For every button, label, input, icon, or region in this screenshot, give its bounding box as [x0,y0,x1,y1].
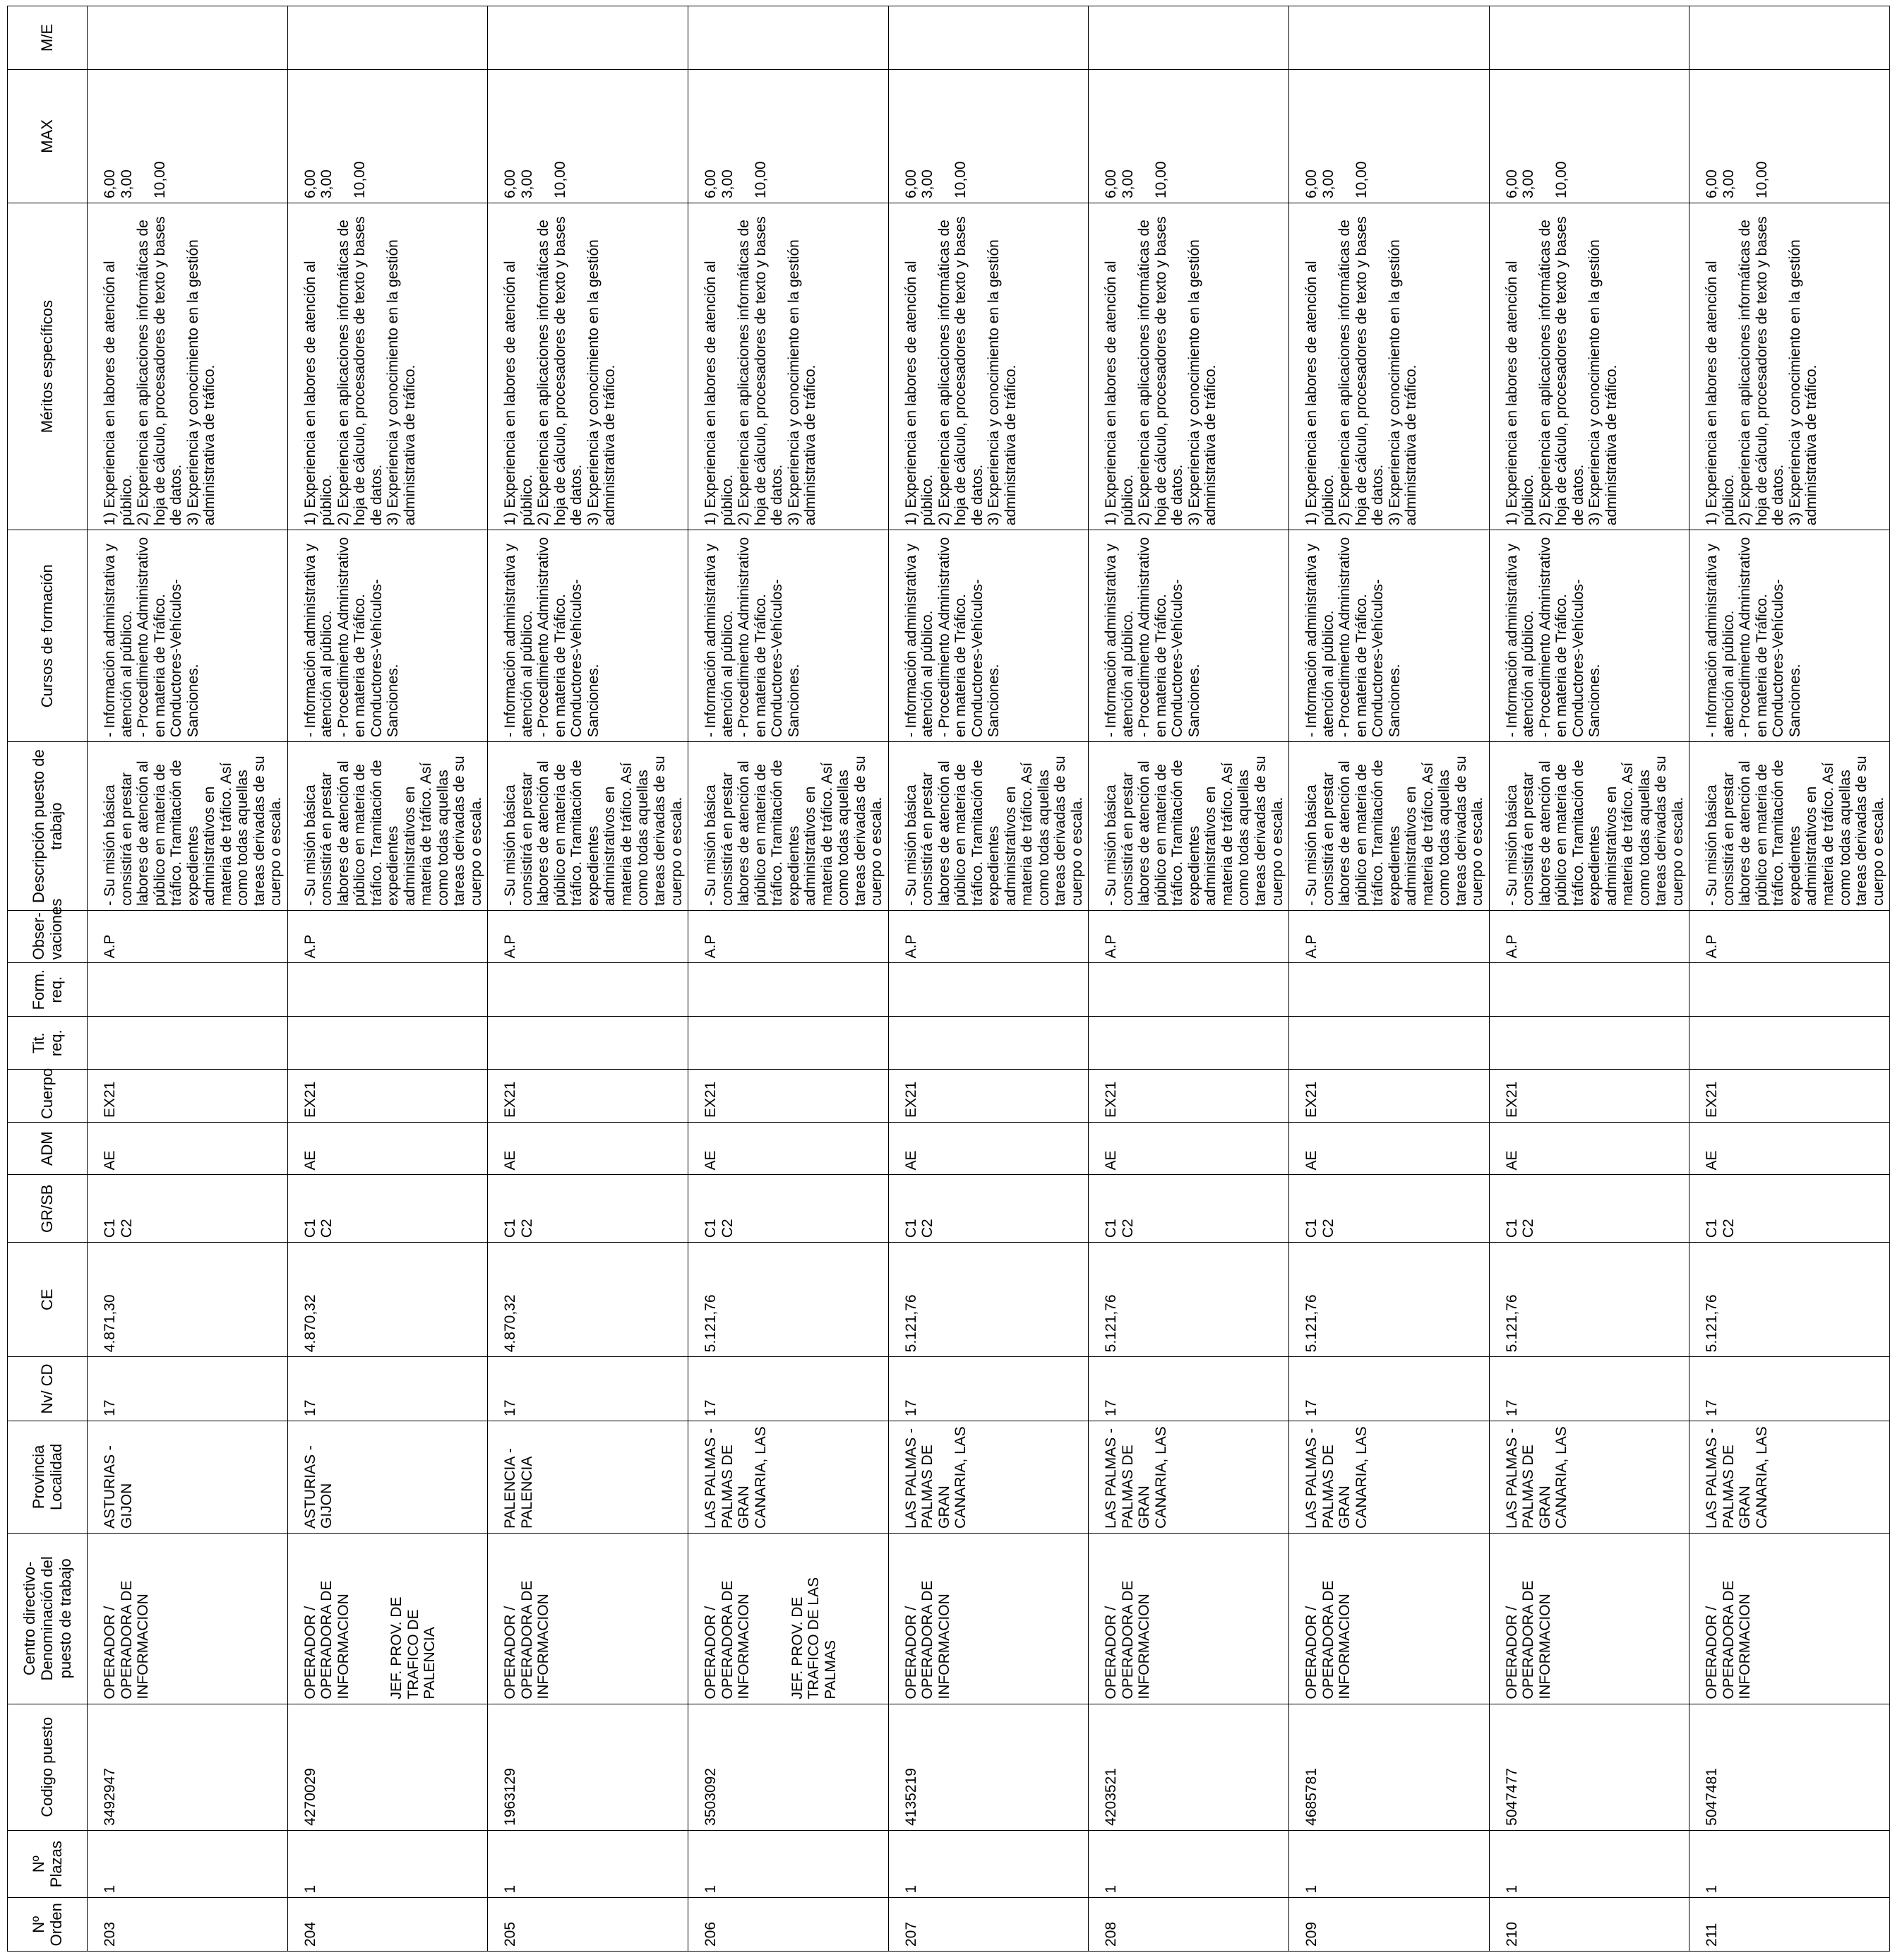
cell-ce: 5.121,76 [1289,1243,1490,1357]
cell-plazas: 1 [488,1830,688,1898]
cell-nivel: 17 [287,1357,488,1421]
cell-me [1289,6,1490,70]
cell-codigo: 4270029 [287,1704,488,1830]
header-codigo: Codigo puesto [8,1704,88,1830]
cell-me [488,6,688,70]
cell-nivel: 17 [1289,1357,1490,1421]
cell-descripcion: - Su misión básica consistirá en prestar labores de atención al público en materia de tráfico. Tramitación de expedientes administrativos en materia de tráfico. Así como todas aquellas tareas derivadas de su cuerpo o escala. [688,742,889,911]
cell-cuerpo: EX21 [1089,1070,1289,1123]
cell-nivel: 17 [1489,1357,1689,1421]
cell-centro [888,1533,1089,1704]
cell-grupo: C1 C2 [1689,1175,1890,1243]
cell-max: 6,00 3,00 10,00 [1089,69,1289,203]
cell-cursos: - Información administrativa y atención al público. - Procedimiento Administrativo en materia de Tráfico. Conductores-Vehículos-Sanciones. [1289,530,1490,742]
cell-cuerpo: EX21 [1489,1070,1689,1123]
cell-ce: 5.121,76 [888,1243,1089,1357]
cell-max: 6,00 3,00 10,00 [287,69,488,203]
cell-nivel: 17 [888,1357,1089,1421]
cell-grupo: C1 C2 [488,1175,688,1243]
cell-meritos: 1) Experiencia en labores de atención al público. 2) Experiencia en aplicaciones informáticas de hoja de cálculo, procesadores de texto y bases de datos. 3) Experiencia y conocimiento en la gestión administrativa de tráfico. [1489,203,1689,530]
cell-me [88,6,288,70]
denominacion-text: OPERADOR / OPERADORA DE INFORMACION [502,1576,552,1699]
cell-descripcion: - Su misión básica consistirá en prestar labores de atención al público en materia de tráfico. Tramitación de expedientes administrativos en materia de tráfico. Así como todas aquellas tareas derivadas de su cuerpo o escala. [1689,742,1890,911]
table-row [688,6,889,1952]
cell-observaciones: A.P [88,910,288,963]
cell-ce: 5.121,76 [1089,1243,1289,1357]
cell-descripcion: - Su misión básica consistirá en prestar labores de atención al público en materia de tráfico. Tramitación de expedientes administrativos en materia de tráfico. Así como todas aquellas tareas derivadas de su cuerpo o escala. [488,742,688,911]
cell-orden: 206 [688,1898,889,1952]
header-meritos: Méritos específicos [8,203,88,530]
cell-cursos: - Información administrativa y atención al público. - Procedimiento Administrativo en materia de Tráfico. Conductores-Vehículos-Sanciones. [287,530,488,742]
cell-provincia: LAS PALMAS - PALMAS DE GRAN CANARIA, LAS [888,1421,1089,1533]
cell-observaciones: A.P [888,910,1089,963]
cell-meritos: 1) Experiencia en labores de atención al público. 2) Experiencia en aplicaciones informáticas de hoja de cálculo, procesadores de texto y bases de datos. 3) Experiencia y conocimiento en la gestión administrativa de tráfico. [1089,203,1289,530]
cell-grupo: C1 C2 [688,1175,889,1243]
cell-max: 6,00 3,00 10,00 [888,69,1089,203]
cell-plazas: 1 [1289,1830,1490,1898]
cell-meritos: 1) Experiencia en labores de atención al público. 2) Experiencia en aplicaciones informáticas de hoja de cálculo, procesadores de texto y bases de datos. 3) Experiencia y conocimiento en la gestión administrativa de tráfico. [1289,203,1490,530]
cell-observaciones: A.P [1089,910,1289,963]
cell-titulacion [1489,1016,1689,1070]
cell-descripcion: - Su misión básica consistirá en prestar labores de atención al público en materia de tráfico. Tramitación de expedientes administrativos en materia de tráfico. Así como todas aquellas tareas derivadas de su cuerpo o escala. [1489,742,1689,911]
cell-formacion [287,963,488,1017]
cell-centro [1089,1533,1289,1704]
cell-titulacion [1089,1016,1289,1070]
table-row [1689,6,1890,1952]
header-nivel: Nv/ CD [8,1357,88,1421]
cell-ce: 5.121,76 [1489,1243,1689,1357]
denominacion-text: OPERADOR / OPERADORA DE INFORMACION [702,1576,753,1699]
header-grupo: GR/SB [8,1175,88,1243]
cell-adm: AE [1089,1122,1289,1175]
cell-orden: 205 [488,1898,688,1952]
jefatura-text: JEF. PROV. DE TRAFICO DE PALENCIA [388,1596,438,1699]
cell-provincia: LAS PALMAS - PALMAS DE GRAN CANARIA, LAS [1289,1421,1490,1533]
cell-cursos: - Información administrativa y atención al público. - Procedimiento Administrativo en materia de Tráfico. Conductores-Vehículos-Sanciones. [688,530,889,742]
cell-descripcion: - Su misión básica consistirá en prestar labores de atención al público en materia de tráfico. Tramitación de expedientes administrativos en materia de tráfico. Así como todas aquellas tareas derivadas de su cuerpo o escala. [287,742,488,911]
cell-centro [1289,1533,1490,1704]
cell-observaciones: A.P [1689,910,1890,963]
cell-adm: AE [287,1122,488,1175]
cell-observaciones: A.P [488,910,688,963]
cell-meritos: 1) Experiencia en labores de atención al público. 2) Experiencia en aplicaciones informáticas de hoja de cálculo, procesadores de texto y bases de datos. 3) Experiencia y conocimiento en la gestión administrativa de tráfico. [888,203,1089,530]
cell-cursos: - Información administrativa y atención al público. - Procedimiento Administrativo en materia de Tráfico. Conductores-Vehículos-Sanciones. [88,530,288,742]
cell-grupo: C1 C2 [1289,1175,1490,1243]
cell-observaciones: A.P [1289,910,1490,963]
table-row [1089,6,1289,1952]
table-row [88,6,288,1952]
cell-provincia: LAS PALMAS - PALMAS DE GRAN CANARIA, LAS [1089,1421,1289,1533]
header-row [8,6,88,1952]
cell-titulacion [688,1016,889,1070]
cell-plazas: 1 [1489,1830,1689,1898]
denominacion-text: OPERADOR / OPERADORA DE INFORMACION [102,1576,152,1699]
header-cursos: Cursos de formación [8,530,88,742]
header-centro: Centro directivo- Denominación del puesto de trabajo [8,1533,88,1704]
cell-ce: 4.871,30 [88,1243,288,1357]
cell-nivel: 17 [1689,1357,1890,1421]
cell-formacion [1489,963,1689,1017]
cell-centro [488,1533,688,1704]
cell-adm: AE [1689,1122,1890,1175]
cell-centro [688,1533,889,1704]
cell-orden: 203 [88,1898,288,1952]
cell-codigo: 1963129 [488,1704,688,1830]
cell-grupo: C1 C2 [1489,1175,1689,1243]
cell-formacion [1289,963,1490,1017]
cell-meritos: 1) Experiencia en labores de atención al público. 2) Experiencia en aplicaciones informáticas de hoja de cálculo, procesadores de texto y bases de datos. 3) Experiencia y conocimiento en la gestión administrativa de tráfico. [287,203,488,530]
cell-nivel: 17 [88,1357,288,1421]
cell-orden: 207 [888,1898,1089,1952]
cell-observaciones: A.P [287,910,488,963]
cell-adm: AE [1289,1122,1490,1175]
header-adm: ADM [8,1122,88,1175]
cell-ce: 5.121,76 [1689,1243,1890,1357]
header-titulacion: Tit. req. [8,1016,88,1070]
cell-centro [88,1533,288,1704]
header-descripcion: Descripción puesto de trabajo [8,742,88,911]
cell-max: 6,00 3,00 10,00 [88,69,288,203]
header-observaciones: Obser- vaciones [8,910,88,963]
header-me: M/E [8,6,88,70]
cell-codigo: 4685781 [1289,1704,1490,1830]
cell-orden: 210 [1489,1898,1689,1952]
cell-adm: AE [88,1122,288,1175]
cell-provincia: LAS PALMAS - PALMAS DE GRAN CANARIA, LAS [1489,1421,1689,1533]
cell-provincia: LAS PALMAS - PALMAS DE GRAN CANARIA, LAS [688,1421,889,1533]
cell-cuerpo: EX21 [88,1070,288,1123]
header-plazas: Nº Plazas [8,1830,88,1898]
cell-formacion [88,963,288,1017]
cell-plazas: 1 [287,1830,488,1898]
cell-cuerpo: EX21 [488,1070,688,1123]
cell-max: 6,00 3,00 10,00 [688,69,889,203]
cell-formacion [1689,963,1890,1017]
denominacion-text: OPERADOR / OPERADORA DE INFORMACION [1503,1576,1553,1699]
cell-cursos: - Información administrativa y atención al público. - Procedimiento Administrativo en materia de Tráfico. Conductores-Vehículos-Sanciones. [1689,530,1890,742]
header-provincia: Provincia Localidad [8,1421,88,1533]
cell-cursos: - Información administrativa y atención al público. - Procedimiento Administrativo en materia de Tráfico. Conductores-Vehículos-Sanciones. [1489,530,1689,742]
table-row [1489,6,1689,1952]
cell-titulacion [488,1016,688,1070]
cell-titulacion [287,1016,488,1070]
cell-orden: 204 [287,1898,488,1952]
cell-centro [1489,1533,1689,1704]
denominacion-text: OPERADOR / OPERADORA DE INFORMACION [1704,1576,1754,1699]
cell-cuerpo: EX21 [287,1070,488,1123]
cell-cursos: - Información administrativa y atención al público. - Procedimiento Administrativo en materia de Tráfico. Conductores-Vehículos-Sanciones. [888,530,1089,742]
cell-me [287,6,488,70]
cell-observaciones: A.P [1489,910,1689,963]
cell-adm: AE [488,1122,688,1175]
cell-descripcion: - Su misión básica consistirá en prestar labores de atención al público en materia de tráfico. Tramitación de expedientes administrativos en materia de tráfico. Así como todas aquellas tareas derivadas de su cuerpo o escala. [1289,742,1490,911]
cell-orden: 209 [1289,1898,1490,1952]
cell-cuerpo: EX21 [888,1070,1089,1123]
cell-adm: AE [1489,1122,1689,1175]
cell-provincia: ASTURIAS - GIJON [88,1421,288,1533]
denominacion-text: OPERADOR / OPERADORA DE INFORMACION [902,1576,952,1699]
cell-provincia: LAS PALMAS - PALMAS DE GRAN CANARIA, LAS [1689,1421,1890,1533]
jefatura-text: JEF. PROV. DE TRAFICO DE LAS PALMAS [789,1577,839,1699]
cell-max: 6,00 3,00 10,00 [1289,69,1490,203]
cell-codigo: 4135219 [888,1704,1089,1830]
table-row [888,6,1089,1952]
cell-max: 6,00 3,00 10,00 [1689,69,1890,203]
denominacion-text: OPERADOR / OPERADORA DE INFORMACION [1103,1576,1153,1699]
cell-cuerpo: EX21 [1289,1070,1490,1123]
cell-descripcion: - Su misión básica consistirá en prestar labores de atención al público en materia de tráfico. Tramitación de expedientes administrativos en materia de tráfico. Así como todas aquellas tareas derivadas de su cuerpo o escala. [88,742,288,911]
cell-codigo: 5047481 [1689,1704,1890,1830]
cell-formacion [488,963,688,1017]
cell-centro [1689,1533,1890,1704]
cell-me [1489,6,1689,70]
cell-me [688,6,889,70]
cell-codigo: 4203521 [1089,1704,1289,1830]
cell-meritos: 1) Experiencia en labores de atención al público. 2) Experiencia en aplicaciones informáticas de hoja de cálculo, procesadores de texto y bases de datos. 3) Experiencia y conocimiento en la gestión administrativa de tráfico. [488,203,688,530]
cell-formacion [1089,963,1289,1017]
header-cuerpo: Cuerpo [8,1070,88,1123]
cell-cuerpo: EX21 [688,1070,889,1123]
table-row [287,6,488,1952]
cell-centro [287,1533,488,1704]
cell-plazas: 1 [688,1830,889,1898]
cell-adm: AE [688,1122,889,1175]
cell-titulacion [888,1016,1089,1070]
cell-provincia: PALENCIA - PALENCIA [488,1421,688,1533]
cell-formacion [888,963,1089,1017]
cell-codigo: 5047477 [1489,1704,1689,1830]
cell-observaciones: A.P [688,910,889,963]
cell-meritos: 1) Experiencia en labores de atención al público. 2) Experiencia en aplicaciones informáticas de hoja de cálculo, procesadores de texto y bases de datos. 3) Experiencia y conocimiento en la gestión administrativa de tráfico. [88,203,288,530]
cell-nivel: 17 [488,1357,688,1421]
cell-grupo: C1 C2 [287,1175,488,1243]
cell-grupo: C1 C2 [888,1175,1089,1243]
cell-me [1689,6,1890,70]
cell-adm: AE [888,1122,1089,1175]
cell-cuerpo: EX21 [1689,1070,1890,1123]
cell-orden: 211 [1689,1898,1890,1952]
cell-me [888,6,1089,70]
cell-titulacion [1289,1016,1490,1070]
cell-meritos: 1) Experiencia en labores de atención al público. 2) Experiencia en aplicaciones informáticas de hoja de cálculo, procesadores de texto y bases de datos. 3) Experiencia y conocimiento en la gestión administrativa de tráfico. [688,203,889,530]
cell-codigo: 3492947 [88,1704,288,1830]
cell-ce: 4.870,32 [488,1243,688,1357]
header-orden: Nº Orden [8,1898,88,1952]
cell-orden: 208 [1089,1898,1289,1952]
header-ce: CE [8,1243,88,1357]
header-formacion: Form. req. [8,963,88,1017]
cell-nivel: 17 [688,1357,889,1421]
cell-plazas: 1 [1089,1830,1289,1898]
cell-nivel: 17 [1089,1357,1289,1421]
cell-max: 6,00 3,00 10,00 [488,69,688,203]
denominacion-text: OPERADOR / OPERADORA DE INFORMACION [301,1576,352,1699]
cell-meritos: 1) Experiencia en labores de atención al público. 2) Experiencia en aplicaciones informáticas de hoja de cálculo, procesadores de texto y bases de datos. 3) Experiencia y conocimiento en la gestión administrativa de tráfico. [1689,203,1890,530]
cell-max: 6,00 3,00 10,00 [1489,69,1689,203]
cell-me [1089,6,1289,70]
job-positions-table [7,6,1890,1952]
table-row [1289,6,1490,1952]
cell-codigo: 3503092 [688,1704,889,1830]
cell-titulacion [1689,1016,1890,1070]
table-row [488,6,688,1952]
cell-plazas: 1 [888,1830,1089,1898]
cell-provincia: ASTURIAS - GIJON [287,1421,488,1533]
cell-grupo: C1 C2 [88,1175,288,1243]
header-max: MAX [8,69,88,203]
cell-plazas: 1 [88,1830,288,1898]
cell-ce: 5.121,76 [688,1243,889,1357]
cell-titulacion [88,1016,288,1070]
cell-ce: 4.870,32 [287,1243,488,1357]
cell-grupo: C1 C2 [1089,1175,1289,1243]
cell-formacion [688,963,889,1017]
cell-plazas: 1 [1689,1830,1890,1898]
cell-cursos: - Información administrativa y atención al público. - Procedimiento Administrativo en materia de Tráfico. Conductores-Vehículos-Sanciones. [1089,530,1289,742]
cell-cursos: - Información administrativa y atención al público. - Procedimiento Administrativo en materia de Tráfico. Conductores-Vehículos-Sanciones. [488,530,688,742]
denominacion-text: OPERADOR / OPERADORA DE INFORMACION [1303,1576,1353,1699]
cell-descripcion: - Su misión básica consistirá en prestar labores de atención al público en materia de tráfico. Tramitación de expedientes administrativos en materia de tráfico. Así como todas aquellas tareas derivadas de su cuerpo o escala. [1089,742,1289,911]
cell-descripcion: - Su misión básica consistirá en prestar labores de atención al público en materia de tráfico. Tramitación de expedientes administrativos en materia de tráfico. Así como todas aquellas tareas derivadas de su cuerpo o escala. [888,742,1089,911]
